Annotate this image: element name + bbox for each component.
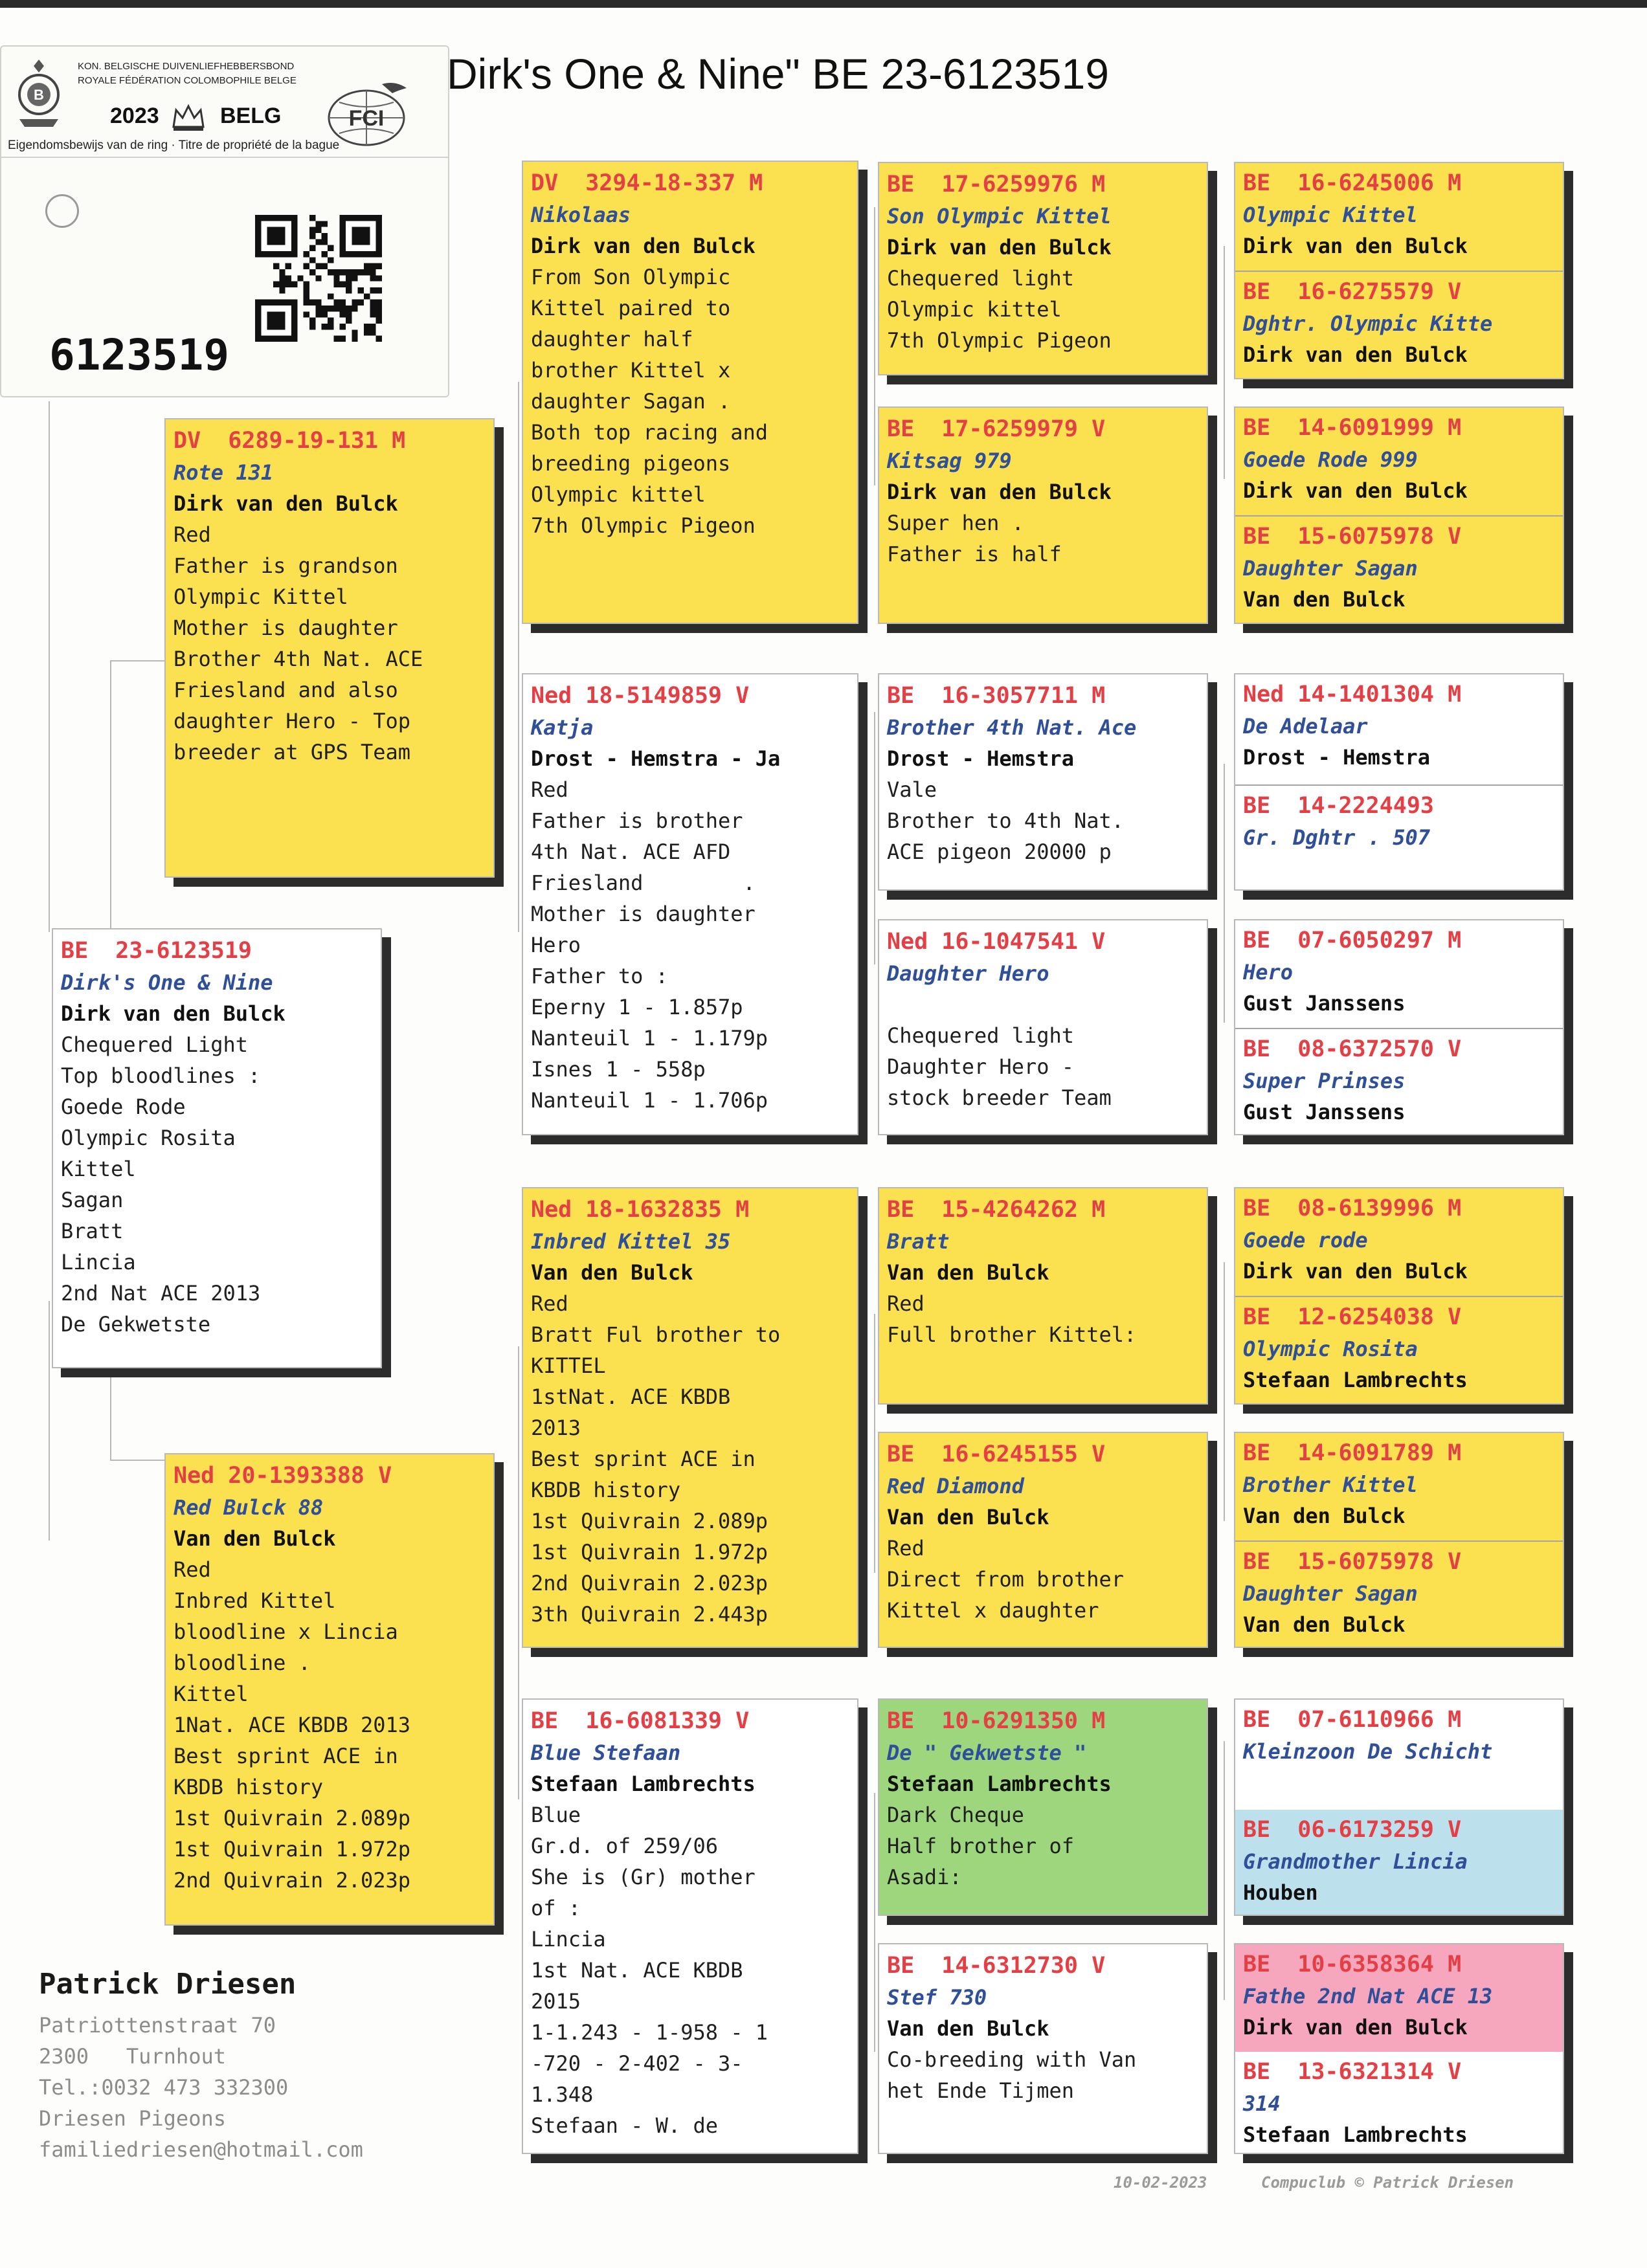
pigeon-name: Daughter Sagan [1243, 556, 1418, 581]
connector-line [110, 660, 165, 662]
pigeon-note: Co-breeding with Van [887, 2047, 1137, 2072]
pigeon-entry [1235, 674, 1563, 784]
ring-ownership-card [0, 45, 449, 397]
pigeon-entry [1235, 408, 1563, 515]
pigeon-card-ffm [878, 406, 1208, 624]
pigeon-note: daughter Hero - Top [174, 709, 411, 733]
breeder-name: Dirk van den Bulck [531, 234, 756, 258]
pigeon-note: 7th Olympic Pigeon [887, 328, 1112, 353]
pigeon-note: daughter Sagan . [531, 389, 731, 414]
pigeon-note: Father to : [531, 964, 668, 988]
pigeon-note: Bratt [61, 1219, 124, 1243]
pigeon-note: Nanteuil 1 - 1.179p [531, 1026, 768, 1051]
pigeon-name: Red Diamond [887, 1474, 1024, 1498]
pigeon-note: 1st Quivrain 1.972p [174, 1837, 411, 1862]
pigeon-note: Father is brother [531, 808, 743, 833]
pigeon-note: De Gekwetste [61, 1312, 211, 1337]
pigeon-pair-card [1234, 919, 1564, 1135]
crown-icon [171, 102, 206, 132]
breeder-name: Van den Bulck [887, 2016, 1049, 2041]
pigeon-note: Olympic Kittel [174, 584, 348, 609]
federation-name-nl: KON. BELGISCHE DUIVENLIEFHEBBERSBOND [78, 61, 295, 72]
connector-line [874, 207, 875, 485]
breeder-name: Van den Bulck [887, 1505, 1049, 1529]
ring-number: BE 17-6259976 M [887, 172, 1106, 197]
pigeon-note: Best sprint ACE in [531, 1447, 756, 1471]
breeder-name: Dirk van den Bulck [1243, 342, 1468, 367]
ring-number: BE 16-6245006 M [1243, 170, 1462, 196]
pigeon-note: Brother to 4th Nat. [887, 808, 1125, 833]
owner-city: 2300 Turnhout [39, 2044, 226, 2069]
pigeon-pair-card [1234, 1432, 1564, 1648]
connector-line [1224, 246, 1225, 479]
pigeon-note: 2nd Nat ACE 2013 [61, 1281, 261, 1306]
breeder-name: Dirk van den Bulck [1243, 2015, 1468, 2040]
breeder-name: Dirk van den Bulck [1243, 478, 1468, 503]
pigeon-note: KITTEL [531, 1353, 606, 1378]
pigeon-card-fmm [878, 919, 1208, 1135]
breeder-name: Drost - Hemstra [887, 746, 1074, 771]
pigeon-note: 1-1.243 - 1-958 - 1 [531, 2020, 768, 2045]
breeder-name: Stefaan Lambrechts [887, 1772, 1112, 1796]
pigeon-note: 2nd Quivrain 2.023p [174, 1868, 411, 1893]
breeder-name: Van den Bulck [531, 1260, 693, 1285]
pigeon-card-subject [52, 928, 382, 1368]
pigeon-note: Stefaan - W. de [531, 2113, 718, 2138]
pigeon-note: 1stNat. ACE KBDB [531, 1384, 731, 1409]
pigeon-note: Eperny 1 - 1.857p [531, 995, 743, 1019]
owner-email: familiedriesen@hotmail.com [39, 2137, 363, 2162]
breeder-name: Houben [1243, 1880, 1318, 1905]
ring-number: Ned 20-1393388 V [174, 1463, 392, 1489]
pigeon-note: bloodline . [174, 1651, 311, 1675]
pigeon-entry [1235, 515, 1563, 624]
breeder-name: Dirk van den Bulck [887, 235, 1112, 260]
pigeon-name: Kitsag 979 [887, 449, 1012, 473]
pigeon-note: Mother is daughter [174, 616, 398, 640]
ring-number: BE 07-6050297 M [1243, 928, 1462, 953]
pigeon-note: 2015 [531, 1989, 581, 2014]
pigeon-entry [1235, 1296, 1563, 1405]
ring-number: BE 14-6091789 M [1243, 1440, 1462, 1466]
breeder-name: Van den Bulck [1243, 1504, 1406, 1528]
pigeon-note: breeder at GPS Team [174, 740, 411, 764]
breeder-name: Dirk van den Bulck [887, 480, 1112, 504]
pigeon-entry [1235, 1188, 1563, 1296]
pigeon-note: 1st Nat. ACE KBDB [531, 1958, 743, 1983]
pigeon-name: Katja [531, 715, 594, 740]
pigeon-name: De " Gekwetste " [887, 1740, 1087, 1765]
pigeon-name: Bratt [887, 1229, 950, 1254]
pigeon-note: Brother 4th Nat. ACE [174, 647, 423, 671]
pigeon-name: Brother 4th Nat. Ace [887, 715, 1137, 740]
pigeon-entry [1235, 1433, 1563, 1540]
pigeon-note: Chequered Light [61, 1032, 248, 1057]
pigeon-note: Kittel x daughter [887, 1598, 1099, 1623]
pigeon-note: breeding pigeons [531, 451, 731, 476]
pigeon-pair-card [1234, 1187, 1564, 1405]
pigeon-entry [1235, 163, 1563, 271]
ring-number: BE 08-6372570 V [1243, 1036, 1462, 1062]
ring-number: BE 16-6081339 V [531, 1708, 750, 1734]
pigeon-note: Red [887, 1291, 924, 1316]
pigeon-note: Lincia [531, 1927, 606, 1951]
ring-number: Ned 14-1401304 M [1243, 682, 1462, 707]
pigeon-note: Kittel [61, 1157, 136, 1181]
pigeon-note: Half brother of [887, 1834, 1074, 1858]
pigeon-note: 1st Quivrain 2.089p [174, 1806, 411, 1830]
footer-credit: Compuclub © Patrick Driesen [1261, 2174, 1514, 2192]
breeder-name: Dirk van den Bulck [1243, 1259, 1468, 1284]
pigeon-pair-card [1234, 1943, 1564, 2154]
breeder-name: Van den Bulck [1243, 1612, 1406, 1637]
pigeon-note: ACE pigeon 20000 p [887, 839, 1112, 864]
pigeon-name: Hero [1243, 960, 1294, 984]
footer-date: 10-02-2023 [1114, 2174, 1207, 2192]
pigeon-card-father [164, 418, 495, 878]
pigeon-note: stock breeder Team [887, 1085, 1112, 1110]
pigeon-name: Dghtr. Olympic Kitte [1243, 311, 1493, 336]
pigeon-card-mmm [878, 1943, 1208, 2154]
pigeon-note: Full brother Kittel: [887, 1322, 1137, 1347]
pigeon-card-fmf [878, 673, 1208, 891]
pigeon-card-mff [878, 1187, 1208, 1405]
ring-number: BE 16-6275579 V [1243, 279, 1462, 305]
breeder-name: Stefaan Lambrechts [1243, 2122, 1468, 2147]
pigeon-note: 4th Nat. ACE AFD [531, 839, 731, 864]
pigeon-name: Fathe 2nd Nat ACE 13 [1243, 1984, 1493, 2008]
ring-number: DV 6289-19-131 M [174, 428, 406, 454]
pigeon-note: Kittel paired to [531, 296, 731, 320]
breeder-name: Van den Bulck [887, 1260, 1049, 1285]
ring-number: Ned 18-5149859 V [531, 683, 750, 709]
ring-number: BE 23-6123519 [61, 938, 252, 964]
breeder-name: Stefaan Lambrechts [1243, 1368, 1468, 1392]
pigeon-note: Goede Rode [61, 1095, 186, 1119]
breeder-name: Gust Janssens [1243, 991, 1406, 1016]
owner-street: Patriottenstraat 70 [39, 2013, 276, 2038]
pigeon-entry [1235, 1028, 1563, 1135]
ring-number: BE 14-6312730 V [887, 1953, 1106, 1979]
pigeon-note: 7th Olympic Pigeon [531, 513, 756, 538]
pigeon-note: Lincia [61, 1250, 136, 1274]
pigeon-pair-card [1234, 1698, 1564, 1916]
breeder-name: Drost - Hemstra [1243, 745, 1430, 770]
pigeon-note: Olympic kittel [887, 297, 1062, 322]
ring-number: BE 14-2224493 [1243, 793, 1435, 819]
pigeon-name: Daughter Sagan [1243, 1581, 1418, 1606]
pigeon-note: Direct from brother [887, 1567, 1125, 1592]
pigeon-name: Goede rode [1243, 1228, 1368, 1252]
pigeon-name: Olympic Kittel [1243, 203, 1418, 227]
pigeon-note: 1.348 [531, 2082, 594, 2107]
breeder-name: Drost - Hemstra - Ja [531, 746, 781, 771]
pigeon-name: 314 [1243, 2091, 1281, 2116]
pigeon-note: Red [887, 1536, 924, 1561]
pigeon-note: Father is grandson [174, 553, 398, 578]
pigeon-card-mmf [878, 1698, 1208, 1916]
owner-name: Patrick Driesen [39, 1968, 297, 2001]
ring-number: BE 10-6358364 M [1243, 1951, 1462, 1977]
spacer [887, 989, 1200, 1020]
pigeon-entry [1235, 1700, 1563, 1810]
pigeon-card-mm [522, 1698, 858, 2154]
ring-number: BE 06-6173259 V [1243, 1817, 1462, 1843]
pigeon-note: Super hen . [887, 511, 1024, 535]
pigeon-note: Friesland and also [174, 678, 398, 702]
pigeon-note: of : [531, 1896, 581, 1920]
connector-line [110, 660, 111, 932]
pigeon-entry [1235, 920, 1563, 1028]
pigeon-note: bloodline x Lincia [174, 1619, 398, 1644]
pigeon-name: Brother Kittel [1243, 1473, 1418, 1497]
pigeon-note: 1st Quivrain 1.972p [531, 1540, 768, 1564]
pigeon-name: Kleinzoon De Schicht [1243, 1739, 1493, 1764]
pigeon-note: Chequered light [887, 266, 1074, 291]
pigeon-pair-card [1234, 406, 1564, 624]
pigeon-note: Chequered light [887, 1023, 1074, 1048]
pigeon-entry [1235, 1944, 1563, 2052]
connector-line [874, 712, 875, 964]
owner-phone: Tel.:0032 473 332300 [39, 2075, 289, 2100]
pigeon-entry [1235, 1540, 1563, 1648]
pigeon-note: Top bloodlines : [61, 1063, 261, 1088]
connector-line [1224, 1741, 1225, 2000]
pigeon-note: KBDB history [531, 1478, 681, 1502]
ring-number: BE 14-6091999 M [1243, 415, 1462, 441]
pigeon-note: Best sprint ACE in [174, 1744, 398, 1768]
breeder-name: Dirk van den Bulck [174, 491, 398, 516]
pigeon-note: She is (Gr) mother [531, 1865, 756, 1889]
pigeon-name: Daughter Hero [887, 961, 1049, 986]
punch-hole [45, 194, 79, 228]
pigeon-name: De Adelaar [1243, 714, 1368, 739]
pigeon-entry [1235, 1810, 1563, 1916]
pigeon-note: -720 - 2-402 - 3- [531, 2051, 743, 2076]
ring-ownership-text: Eigendomsbewijs van de ring · Titre de propriété de la bague [8, 139, 340, 152]
pigeon-note: Both top racing and [531, 420, 768, 445]
pigeon-note: Gr.d. of 259/06 [531, 1834, 718, 1858]
pigeon-pair-card [1234, 673, 1564, 891]
pigeon-note: Nanteuil 1 - 1.706p [531, 1088, 768, 1113]
breeder-name: Van den Bulck [1243, 587, 1406, 612]
connector-line [518, 1346, 519, 1799]
pigeon-name: Olympic Rosita [1243, 1337, 1418, 1361]
page-title: Dirk's One & Nine" BE 23-6123519 [447, 50, 1109, 98]
ring-number: Ned 18-1632835 M [531, 1197, 750, 1223]
ring-number: BE 13-6321314 V [1243, 2059, 1462, 2085]
pigeon-entry [1235, 271, 1563, 379]
pigeon-note: Olympic kittel [531, 482, 706, 507]
pigeon-name: Red Bulck 88 [174, 1495, 324, 1520]
ring-number: BE 08-6139996 M [1243, 1195, 1462, 1221]
pigeon-note: Isnes 1 - 558p [531, 1057, 706, 1082]
breeder-name: Dirk van den Bulck [1243, 234, 1468, 258]
ring-number: BE 10-6291350 M [887, 1708, 1106, 1734]
ring-number: BE 15-6075978 V [1243, 524, 1462, 550]
pigeon-note: Inbred Kittel [174, 1588, 336, 1613]
ring-number: BE 12-6254038 V [1243, 1304, 1462, 1330]
pigeon-note: Mother is daughter [531, 902, 756, 926]
pigeon-card-mfm [878, 1432, 1208, 1648]
pigeon-note: 3th Quivrain 2.443p [531, 1602, 768, 1627]
ring-number: BE 07-6110966 M [1243, 1707, 1462, 1733]
pigeon-note: Red [174, 1557, 211, 1582]
connector-line [110, 1460, 165, 1461]
pigeon-entry [1235, 2052, 1563, 2154]
connector-line [874, 1314, 875, 1573]
pigeon-name: Inbred Kittel 35 [531, 1229, 731, 1254]
pigeon-note: Red [531, 777, 568, 802]
pigeon-note: 2nd Quivrain 2.023p [531, 1571, 768, 1595]
pigeon-note: Daughter Hero - [887, 1054, 1074, 1079]
pigeon-card-mf [522, 1187, 858, 1648]
federation-logo-icon [13, 57, 65, 129]
pigeon-name: Son Olympic Kittel [887, 204, 1112, 228]
connector-line [874, 1793, 875, 2052]
pigeon-note: Bratt Ful brother to [531, 1322, 781, 1347]
connector-line [49, 401, 50, 932]
pigeon-pair-card [1234, 162, 1564, 379]
pigeon-name: Grandmother Lincia [1243, 1849, 1468, 1874]
connector-line [49, 1301, 50, 1540]
pigeon-note: From Son Olympic [531, 265, 731, 289]
pigeon-name: Rote 131 [174, 460, 274, 485]
pigeon-name: Stef 730 [887, 1985, 987, 2010]
federation-name-fr: ROYALE FÉDÉRATION COLOMBOPHILE BELGE [78, 75, 297, 86]
connector-line [518, 382, 519, 932]
ring-card-number: 6123519 [49, 330, 230, 380]
ring-number: BE 15-4264262 M [887, 1197, 1106, 1223]
qr-code-icon [255, 215, 382, 342]
pigeon-note: 1Nat. ACE KBDB 2013 [174, 1713, 411, 1737]
svg-text:B: B [34, 87, 44, 103]
ring-number: DV 3294-18-337 M [531, 170, 763, 196]
pigeon-note: Blue [531, 1803, 581, 1827]
ring-number: BE 16-6245155 V [887, 1441, 1106, 1467]
fci-logo-text: FCI [348, 106, 385, 131]
pigeon-name: Super Prinses [1243, 1069, 1406, 1093]
pigeon-note: daughter half [531, 327, 693, 351]
pigeon-entry [1235, 784, 1563, 891]
pigeon-note: Asadi: [887, 1865, 962, 1889]
pigeon-note: het Ende Tijmen [887, 2078, 1074, 2103]
pigeon-note: Kittel [174, 1682, 249, 1706]
pigeon-note: Red [531, 1291, 568, 1316]
ring-number: BE 15-6075978 V [1243, 1549, 1462, 1575]
pigeon-note: Vale [887, 777, 937, 802]
breeder-name: Van den Bulck [174, 1526, 336, 1551]
owner-loft: Driesen Pigeons [39, 2106, 226, 2131]
pigeon-note: 2013 [531, 1416, 581, 1440]
pigeon-note: Sagan [61, 1188, 124, 1212]
pigeon-card-mother [164, 1453, 495, 1926]
pigeon-note: Friesland . [531, 871, 756, 895]
connector-line [1224, 764, 1225, 1023]
pigeon-card-fm [522, 673, 858, 1135]
ring-number: BE 16-3057711 M [887, 683, 1106, 709]
pigeon-note: KBDB history [174, 1775, 324, 1799]
ring-number: BE 17-6259979 V [887, 416, 1106, 442]
pigeon-name: Dirk's One & Nine [61, 970, 273, 995]
pigeon-note: Olympic Rosita [61, 1126, 236, 1150]
breeder-name: Gust Janssens [1243, 1100, 1406, 1124]
pigeon-note: brother Kittel x [531, 358, 731, 383]
pigeon-note: Hero [531, 933, 581, 957]
pigeon-note: 1st Quivrain 2.089p [531, 1509, 768, 1533]
ring-year: 2023 [110, 104, 159, 128]
pigeon-card-ff [522, 161, 858, 624]
pigeon-note: Red [174, 522, 211, 547]
pigeon-card-fff [878, 162, 1208, 375]
pigeon-note: Father is half [887, 542, 1062, 566]
pigeon-name: Goede Rode 999 [1243, 447, 1418, 472]
connector-line [1224, 1262, 1225, 1521]
pigeon-name: Blue Stefaan [531, 1740, 681, 1765]
pigeon-note: Dark Cheque [887, 1803, 1024, 1827]
pigeon-name: Gr. Dghtr . 507 [1243, 825, 1430, 850]
breeder-name: Stefaan Lambrechts [531, 1772, 756, 1796]
breeder-name: Dirk van den Bulck [61, 1001, 286, 1026]
ring-country: BELG [220, 104, 282, 128]
ring-number: Ned 16-1047541 V [887, 929, 1106, 955]
pigeon-name: Nikolaas [531, 203, 631, 227]
top-border [0, 0, 1647, 8]
